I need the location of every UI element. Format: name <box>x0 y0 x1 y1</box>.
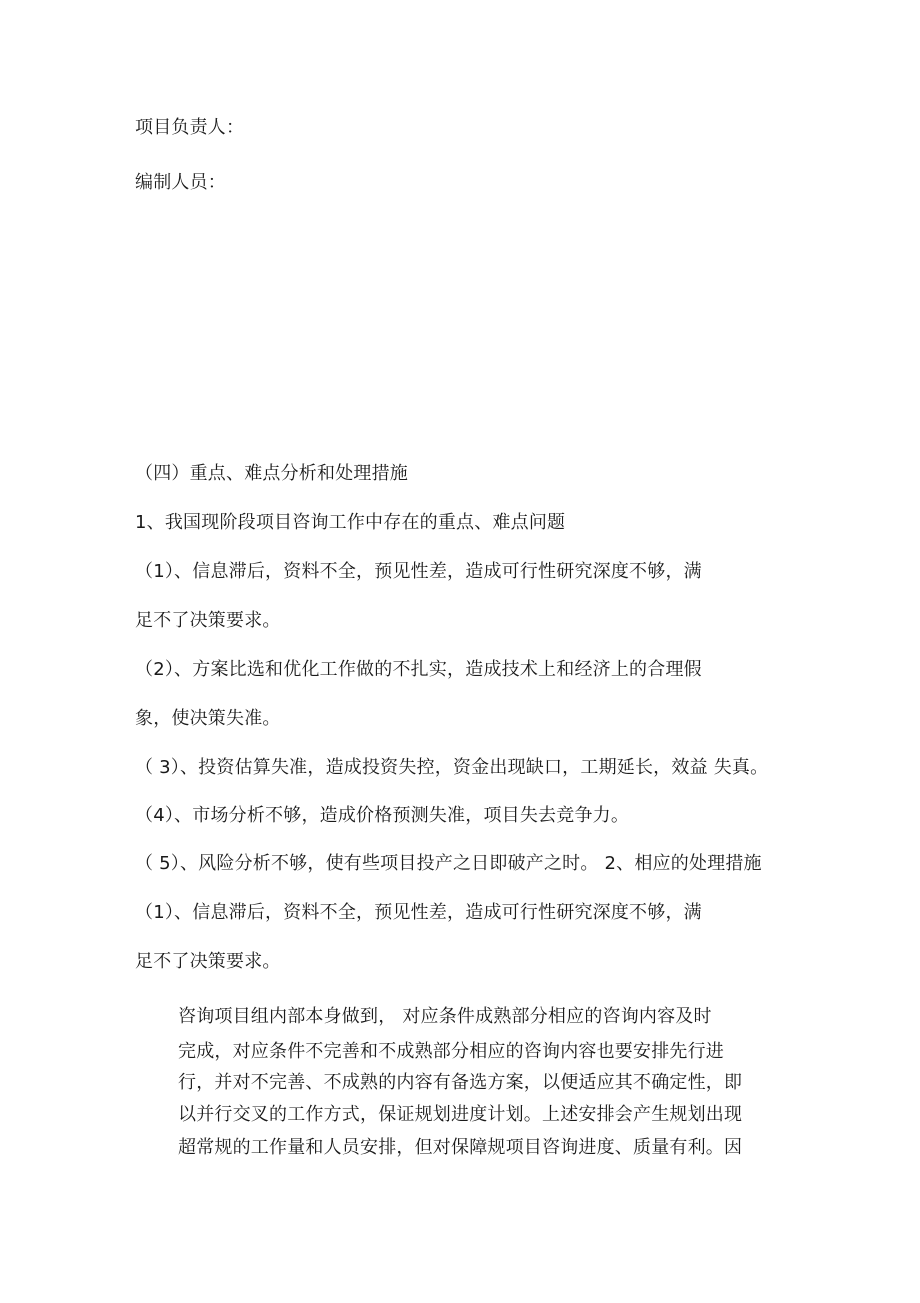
list-item: （ 3）、投资估算失准，造成投资失控，资金出现缺口，工期延长，效益 失真。 <box>135 757 769 778</box>
list-item: （4）、市场分析不够，造成价格预测失准，项目失去竞争力。 <box>135 805 630 826</box>
list-item: （1）、信息滞后，资料不全，预见性差，造成可行性研究深度不够，满 <box>135 902 702 923</box>
section-heading: （四）重点、难点分析和处理措施 <box>135 463 408 484</box>
editors-label: 编制人员： <box>135 172 226 193</box>
paragraph-line: 咨询项目组内部本身做到， 对应条件成熟部分相应的咨询内容及时 <box>178 1006 712 1027</box>
subsection-title: 1、我国现阶段项目咨询工作中存在的重点、难点问题 <box>135 512 566 533</box>
list-item-continuation: 足不了决策要求。 <box>135 951 281 972</box>
list-item-continuation: 象，使决策失准。 <box>135 708 281 729</box>
paragraph-line: 超常规的工作量和人员安排，但对保障规项目咨询进度、质量有利。因 <box>178 1137 743 1158</box>
paragraph-line: 行，并对不完善、不成熟的内容有备选方案，以便适应其不确定性，即 <box>178 1072 743 1093</box>
paragraph-line: 完成，对应条件不完善和不成熟部分相应的咨询内容也要安排先行进 <box>178 1041 724 1062</box>
list-item: （2）、方案比选和优化工作做的不扎实，造成技术上和经济上的合理假 <box>135 659 702 680</box>
list-item-continuation: 足不了决策要求。 <box>135 610 281 631</box>
project-lead-label: 项目负责人： <box>135 117 245 138</box>
list-item: （ 5）、风险分析不够，使有些项目投产之日即破产之时。 2、相应的处理措施 <box>135 853 762 874</box>
paragraph-line: 以并行交叉的工作方式，保证规划进度计划。上述安排会产生规划出现 <box>178 1104 743 1125</box>
list-item: （1）、信息滞后，资料不全，预见性差，造成可行性研究深度不够，满 <box>135 561 702 582</box>
